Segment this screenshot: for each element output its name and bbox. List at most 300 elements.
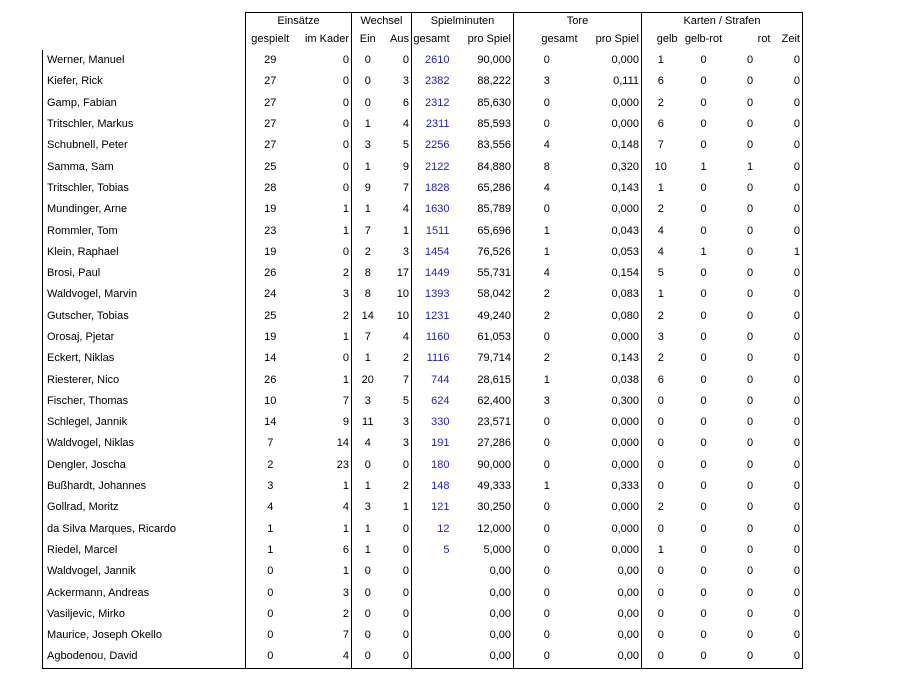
cell-ein: 1 [364,118,371,131]
cell-ein: 0 [364,458,371,471]
player-name: Gutscher, Tobias [43,306,246,327]
cell-tore-gesamt: 8 [543,160,550,173]
cell-gelb-rot: 0 [700,458,707,471]
cell-aus: 10 [384,284,412,305]
cell-minuten-pro-spiel: 58,042 [452,284,514,305]
cell-zeit: 0 [773,178,803,199]
cell-gespielt: 27 [246,71,295,92]
cell-gelb: 6 [657,118,664,131]
subheader-aus: Aus [384,30,412,50]
cell-rot: 0 [746,480,754,493]
cell-tore-pro-spiel: 0,000 [580,93,642,114]
cell-ein: 1 [364,160,371,173]
cell-tore-pro-spiel: 0,000 [580,433,642,454]
cell-gespielt: 19 [246,242,295,263]
cell-minuten-gesamt [412,604,452,625]
cell-gespielt: 2 [246,455,295,476]
cell-gespielt: 23 [246,220,295,241]
cell-rot: 0 [746,181,754,194]
cell-rot: 0 [746,437,754,450]
cell-tore-pro-spiel: 0,000 [580,540,642,561]
cell-im-kader: 4 [295,497,352,518]
cell-zeit: 1 [773,242,803,263]
cell-tore-gesamt: 0 [543,522,550,535]
cell-gelb-rot: 0 [700,607,707,620]
cell-tore-pro-spiel: 0,154 [580,263,642,284]
header-sub-row [43,30,803,50]
cell-im-kader: 2 [295,263,352,284]
cell-zeit: 0 [773,93,803,114]
player-name: Fischer, Thomas [43,391,246,412]
cell-minuten-pro-spiel: 49,240 [452,306,514,327]
cell-tore-gesamt: 2 [543,288,550,301]
cell-tore-pro-spiel: 0,038 [580,369,642,390]
cell-zeit: 0 [773,497,803,518]
cell-minuten-gesamt [412,561,452,582]
cell-gelb-rot: 0 [700,75,707,88]
table-row [43,263,803,284]
cell-tore-gesamt: 0 [543,565,550,578]
cell-gelb: 1 [657,54,664,67]
cell-gespielt: 25 [246,306,295,327]
cell-tore-pro-spiel: 0,00 [580,582,642,603]
cell-gelb: 0 [657,565,664,578]
cell-gelb-rot: 0 [700,352,707,365]
cell-gespielt: 1 [246,540,295,561]
cell-zeit: 0 [773,561,803,582]
player-name: Rommler, Tom [43,220,246,241]
cell-aus: 7 [384,369,412,390]
cell-minuten-gesamt: 5 [443,543,450,556]
cell-gelb: 0 [657,607,664,620]
cell-rot: 0 [746,373,754,386]
cell-aus: 0 [384,625,412,646]
cell-minuten-gesamt: 180 [431,458,450,471]
cell-rot: 0 [746,96,754,109]
cell-zeit: 0 [773,519,803,540]
cell-minuten-gesamt: 1511 [425,224,450,237]
cell-im-kader: 0 [295,348,352,369]
cell-im-kader: 3 [295,582,352,603]
cell-ein: 0 [364,586,371,599]
cell-minuten-pro-spiel: 83,556 [452,135,514,156]
cell-ein: 2 [364,245,371,258]
cell-gelb: 7 [657,139,664,152]
cell-gelb: 1 [657,543,664,556]
player-name: Bußhardt, Johannes [43,476,246,497]
cell-tore-gesamt: 0 [543,54,550,67]
table-row [43,455,803,476]
cell-rot: 0 [746,331,754,343]
table-row [43,348,803,369]
cell-aus: 4 [384,199,412,220]
cell-minuten-pro-spiel: 0,00 [452,646,514,668]
cell-gelb-rot: 0 [700,224,707,237]
cell-aus: 0 [384,604,412,625]
cell-rot: 0 [746,543,754,556]
subheader-im-kader: im Kader [295,30,352,50]
player-name: Vasiljevic, Mirko [43,604,246,625]
cell-ein: 1 [364,203,371,216]
cell-gelb: 0 [657,629,664,642]
player-stats-table [42,12,803,669]
table-row [43,476,803,497]
cell-ein: 0 [364,629,371,642]
cell-minuten-gesamt: 744 [431,373,450,386]
cell-tore-gesamt: 3 [543,394,550,407]
cell-zeit: 0 [773,156,803,177]
cell-minuten-pro-spiel: 88,222 [452,71,514,92]
cell-zeit: 0 [773,199,803,220]
cell-rot: 0 [746,75,754,88]
cell-im-kader: 6 [295,540,352,561]
cell-im-kader: 0 [295,114,352,135]
cell-im-kader: 1 [295,476,352,497]
cell-tore-pro-spiel: 0,053 [580,242,642,263]
cell-gelb-rot: 0 [700,629,707,642]
subheader-gelb-rot: gelb-rot [684,33,723,45]
cell-zeit: 0 [773,540,803,561]
cell-im-kader: 2 [295,604,352,625]
cell-gelb-rot: 0 [700,522,707,535]
cell-minuten-pro-spiel: 0,00 [452,561,514,582]
cell-rot: 0 [728,646,773,668]
cell-im-kader: 1 [295,561,352,582]
cell-rot: 0 [746,394,754,407]
player-name: Kiefer, Rick [43,71,246,92]
cell-gespielt: 14 [246,348,295,369]
cell-minuten-gesamt: 1160 [425,331,450,343]
cell-gelb: 6 [657,373,664,386]
cell-tore-pro-spiel: 0,080 [580,306,642,327]
cell-minuten-pro-spiel: 90,000 [452,455,514,476]
table-row [43,391,803,412]
cell-tore-gesamt: 4 [543,181,550,194]
cell-minuten-pro-spiel: 76,526 [452,242,514,263]
cell-ein: 0 [364,565,371,578]
subheader-gelb: gelb [656,33,678,45]
cell-zeit: 0 [773,71,803,92]
cell-gespielt: 4 [246,497,295,518]
cell-gespielt: 26 [246,369,295,390]
table-row [43,646,803,668]
player-name: Ackermann, Andreas [43,582,246,603]
cell-tore-gesamt: 0 [543,607,550,620]
cell-ein: 8 [364,267,371,280]
table-row [43,93,803,114]
player-name: Schlegel, Jannik [43,412,246,433]
cell-rot: 0 [746,118,754,131]
cell-aus: 2 [384,476,412,497]
player-name: Schubnell, Peter [43,135,246,156]
cell-tore-gesamt: 0 [543,437,550,450]
cell-ein: 7 [364,331,371,343]
cell-gelb-rot: 0 [700,480,707,493]
cell-minuten-gesamt [412,646,452,668]
cell-rot: 0 [746,565,754,578]
cell-rot: 0 [746,522,754,535]
header-group-row [43,13,803,31]
player-name: Agbodenou, David [43,646,246,668]
cell-aus: 0 [384,561,412,582]
cell-im-kader: 3 [295,284,352,305]
cell-minuten-pro-spiel: 27,286 [452,433,514,454]
cell-minuten-gesamt: 2312 [425,96,450,109]
cell-rot: 0 [746,54,754,67]
cell-rot: 0 [746,501,754,514]
subheader-minuten-gesamt: gesamt [413,33,450,45]
header-tore: Tore [514,13,642,31]
cell-gespielt: 27 [246,135,295,156]
cell-tore-gesamt: 4 [543,267,550,280]
cell-minuten-gesamt: 121 [431,501,450,514]
cell-gelb-rot: 0 [700,96,707,109]
cell-zeit: 0 [773,327,803,348]
cell-minuten-gesamt: 2610 [425,54,450,67]
cell-im-kader: 1 [295,220,352,241]
cell-tore-pro-spiel: 0,000 [580,412,642,433]
cell-gespielt: 25 [246,156,295,177]
cell-gelb: 4 [657,224,664,237]
cell-gespielt: 27 [246,114,295,135]
cell-aus: 17 [384,263,412,284]
cell-aus: 0 [384,50,412,71]
cell-gelb-rot: 0 [700,565,707,578]
cell-gespielt: 1 [246,519,295,540]
cell-aus: 4 [384,327,412,348]
cell-tore-pro-spiel: 0,143 [580,348,642,369]
cell-rot: 0 [746,203,754,216]
cell-tore-gesamt: 2 [543,352,550,365]
cell-gespielt: 14 [246,412,295,433]
cell-tore-pro-spiel: 0,00 [580,625,642,646]
table-row [43,497,803,518]
cell-tore-pro-spiel: 0,000 [580,519,642,540]
subheader-rot: rot [757,33,771,45]
cell-ein: 3 [364,139,371,152]
cell-rot: 0 [746,629,754,642]
cell-tore-gesamt: 3 [543,75,550,88]
cell-im-kader: 0 [295,71,352,92]
cell-rot: 0 [746,224,754,237]
cell-aus: 2 [384,348,412,369]
cell-gelb: 4 [657,245,664,258]
cell-gespielt: 29 [246,50,295,71]
cell-gelb: 5 [657,267,664,280]
cell-tore-gesamt: 0 [543,586,550,599]
cell-aus: 3 [384,433,412,454]
cell-minuten-pro-spiel: 85,630 [452,93,514,114]
player-name: Maurice, Joseph Okello [43,625,246,646]
cell-zeit: 0 [773,220,803,241]
player-name: Eckert, Niklas [43,348,246,369]
table-row [43,242,803,263]
cell-im-kader: 4 [295,646,352,668]
subheader-tore-pro-spiel: pro Spiel [580,30,642,50]
cell-zeit: 0 [773,114,803,135]
subheader-tore-gesamt: gesamt [541,33,578,45]
cell-aus: 7 [384,178,412,199]
cell-ein: 1 [364,352,371,365]
cell-tore-pro-spiel: 0,143 [580,178,642,199]
cell-ein: 0 [364,607,371,620]
cell-im-kader: 14 [295,433,352,454]
cell-zeit: 0 [773,476,803,497]
player-name: Orosaj, Pjetar [43,327,246,348]
cell-gelb-rot: 1 [700,160,707,173]
cell-ein: 1 [364,543,371,556]
cell-tore-gesamt: 0 [543,543,550,556]
cell-aus: 0 [384,455,412,476]
cell-gelb-rot: 0 [700,543,707,556]
cell-minuten-gesamt: 1116 [426,352,450,365]
cell-minuten-gesamt: 330 [431,416,450,429]
table-row [43,156,803,177]
cell-rot: 0 [746,458,754,471]
cell-tore-pro-spiel: 0,000 [580,455,642,476]
player-name: Riesterer, Nico [43,369,246,390]
cell-ein: 7 [364,224,371,237]
cell-gespielt: 26 [246,263,295,284]
cell-rot: 0 [746,607,754,620]
cell-zeit: 0 [773,604,803,625]
cell-minuten-pro-spiel: 28,615 [452,369,514,390]
cell-aus: 0 [384,646,412,668]
cell-tore-pro-spiel: 0,000 [580,497,642,518]
player-name: Samma, Sam [43,156,246,177]
table-body [43,50,803,668]
cell-gelb-rot: 0 [700,203,707,216]
header-karten-strafen: Karten / Strafen [642,13,803,31]
table-row [43,582,803,603]
cell-ein: 20 [361,373,374,386]
cell-minuten-gesamt: 2311 [425,118,450,131]
table-row [43,306,803,327]
cell-ein: 4 [364,437,371,450]
cell-gelb: 2 [657,203,664,216]
cell-gespielt: 0 [246,646,295,668]
cell-minuten-pro-spiel: 0,00 [452,625,514,646]
player-name: Mundinger, Arne [43,199,246,220]
cell-tore-gesamt: 0 [543,416,550,429]
cell-minuten-gesamt: 2256 [425,139,450,152]
cell-tore-gesamt: 0 [543,458,550,471]
cell-gelb-rot: 0 [700,373,707,386]
player-name: Riedel, Marcel [43,540,246,561]
cell-minuten-pro-spiel: 30,250 [452,497,514,518]
cell-aus: 3 [384,242,412,263]
cell-minuten-pro-spiel: 62,400 [452,391,514,412]
header-einsaetze: Einsätze [246,13,352,31]
cell-tore-pro-spiel: 0,111 [580,71,642,92]
cell-rot: 0 [746,245,754,258]
cell-gespielt: 0 [246,604,295,625]
cell-zeit: 0 [773,306,803,327]
cell-aus: 5 [384,391,412,412]
cell-rot: 1 [746,160,754,173]
cell-tore-gesamt: 0 [514,646,580,668]
table-row [43,135,803,156]
cell-gelb-rot: 0 [700,309,707,322]
cell-tore-pro-spiel: 0,00 [580,561,642,582]
table-row [43,412,803,433]
cell-minuten-pro-spiel: 90,000 [452,50,514,71]
table-row [43,625,803,646]
cell-ein: 0 [352,646,384,668]
cell-gelb-rot: 0 [700,118,707,131]
player-name: Dengler, Joscha [43,455,246,476]
cell-im-kader: 7 [295,391,352,412]
cell-aus: 4 [384,114,412,135]
cell-gelb: 0 [657,394,664,407]
cell-zeit: 0 [773,348,803,369]
cell-ein: 3 [364,394,371,407]
cell-aus: 0 [384,519,412,540]
cell-ein: 9 [364,181,371,194]
cell-aus: 3 [384,412,412,433]
header-wechsel: Wechsel [352,13,412,31]
cell-rot: 0 [746,267,754,280]
player-name: Waldvogel, Marvin [43,284,246,305]
cell-minuten-gesamt: 624 [431,394,450,407]
cell-rot: 0 [746,139,754,152]
cell-gelb-rot: 0 [700,139,707,152]
cell-minuten-gesamt: 1630 [425,203,450,216]
player-name: Gamp, Fabian [43,93,246,114]
cell-ein: 0 [364,75,371,88]
player-name: Tritschler, Markus [43,114,246,135]
player-name: Waldvogel, Jannik [43,561,246,582]
cell-minuten-pro-spiel: 85,593 [452,114,514,135]
cell-im-kader: 0 [295,156,352,177]
cell-zeit: 0 [773,369,803,390]
cell-gelb: 0 [642,646,680,668]
cell-minuten-gesamt: 2122 [425,160,450,173]
cell-minuten-pro-spiel: 65,286 [452,178,514,199]
table-row [43,199,803,220]
cell-gelb: 2 [657,352,664,365]
cell-gelb-rot: 0 [680,646,728,668]
cell-ein: 3 [364,501,371,514]
cell-tore-pro-spiel: 0,000 [580,327,642,348]
cell-gelb-rot: 0 [700,288,707,301]
cell-tore-pro-spiel: 0,000 [580,114,642,135]
cell-tore-pro-spiel: 0,320 [580,156,642,177]
cell-tore-pro-spiel: 0,148 [580,135,642,156]
cell-gespielt: 7 [246,433,295,454]
cell-rot: 0 [746,586,754,599]
cell-gelb: 0 [657,416,664,429]
cell-aus: 1 [384,220,412,241]
cell-gespielt: 3 [246,476,295,497]
cell-zeit: 0 [773,433,803,454]
cell-minuten-gesamt: 1393 [425,288,450,301]
table-row [43,604,803,625]
cell-minuten-pro-spiel: 0,00 [452,582,514,603]
cell-minuten-gesamt [412,582,452,603]
cell-minuten-gesamt [412,625,452,646]
table-row [43,220,803,241]
cell-gelb-rot: 1 [700,245,707,258]
cell-rot: 0 [746,288,754,301]
player-name: Waldvogel, Niklas [43,433,246,454]
cell-im-kader: 0 [295,242,352,263]
cell-aus: 1 [384,497,412,518]
table-row [43,71,803,92]
cell-tore-pro-spiel: 0,083 [580,284,642,305]
subheader-gespielt: gespielt [246,30,295,50]
cell-im-kader: 1 [295,327,352,348]
